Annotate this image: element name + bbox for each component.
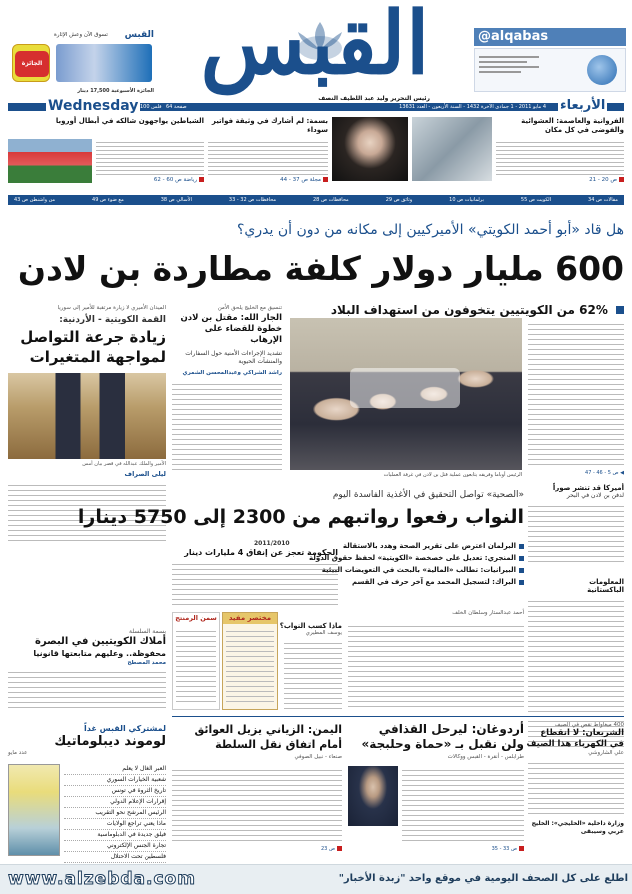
sub-headline-text: 62% من الكويتيين يتخوفون من استهداف البلاد — [330, 303, 608, 317]
mps-gain-byline: يوسف المطيري — [305, 630, 342, 636]
teasers-row — [8, 113, 624, 195]
square-bullet-icon — [519, 544, 524, 549]
erdogan-title1: أردوغان: ليرحل القذافي — [378, 722, 524, 736]
box-ghee-body — [176, 627, 216, 703]
bottom-story-yemen[interactable] — [172, 722, 342, 854]
t1-sub: لدفن بن لادن في البحر — [566, 492, 624, 499]
teaser-ref-text: مجلة ص 37 - 44 — [280, 177, 321, 183]
day-en: Wednesday — [48, 98, 139, 114]
sidebar-sub: تشديد الإجراءات الأمنية حول السفارات والمنشآت الحيوية — [185, 350, 282, 365]
photo-overlay — [350, 368, 460, 408]
bullet-icon — [619, 177, 624, 182]
nav-item[interactable]: محافظات ص 32 - 33 — [228, 197, 277, 203]
footer-banner[interactable] — [0, 864, 632, 894]
yemen-body — [172, 766, 342, 844]
second-sub-body — [172, 560, 338, 608]
newspaper-logo[interactable] — [170, 2, 460, 94]
teaser-body — [96, 139, 204, 175]
yemen-title2: أمام اتفاق نقل السلطة — [215, 738, 342, 751]
teaser-ref-text: رياضة ص 60 - 62 — [153, 177, 197, 183]
bullet-item — [321, 564, 524, 576]
bullet-list — [309, 540, 524, 610]
masthead — [0, 0, 632, 114]
electricity-body — [528, 759, 624, 817]
subscribe-kicker: لمشتركي القبس غداً — [84, 724, 166, 733]
ad-photo — [56, 44, 152, 82]
subscribe-item: ماذا يعني تراجع الولايات — [64, 819, 166, 830]
left-title1: القمة الكويتية - الأردنية: — [59, 315, 166, 325]
bullet-text: البرلمان اعترض على تقرير الصحة وهدد بالاستقالة — [342, 542, 516, 550]
social-box[interactable] — [470, 28, 628, 96]
teaser-ref — [496, 177, 624, 183]
subscribe-items — [64, 764, 166, 860]
kicker: هل قاد «أبو أحمد الكويتي» الأميركيين إلى مكانه من دون أن يدري؟ — [237, 222, 624, 238]
nav-item[interactable]: مقالات ص 34 — [588, 197, 618, 203]
yemen-ref-text: ص 23 — [320, 846, 335, 852]
box-brief-body — [226, 627, 274, 703]
yemen-title1: اليمن: الزياني يزيل العوائق — [194, 723, 342, 736]
magazine-cover — [8, 764, 60, 856]
footer-slogan: اطلع على كل الصحف اليومية في موقع واحد "زبدة الأخبار" — [338, 873, 628, 884]
sub-headline[interactable] — [290, 299, 624, 315]
teaser-body — [496, 139, 624, 175]
right-column-t1[interactable] — [528, 484, 624, 562]
sidebar-kicker: تنسيق مع الخليج يلحق الأمن — [217, 305, 282, 311]
electricity-title2: في الكهرباء هذا الصيف — [526, 739, 624, 749]
sidebar-byline: راشد الشراكي وعبدالمحسن الشمري — [182, 370, 282, 376]
electricity-kicker: 400 ميغاواط نقص في الصيف — [554, 722, 624, 728]
square-bullet-icon — [616, 306, 624, 314]
gcc-item: وزارة داخلية «الخليجي»: الخليج عربي وسيبقى — [531, 820, 624, 835]
teaser-body — [208, 139, 328, 175]
subscribe-item: فيلق جديدة في الدبلوماسية — [64, 830, 166, 841]
nav-item[interactable]: برلمانيات ص 10 — [449, 197, 484, 203]
price: 100 فلس — [140, 104, 162, 110]
electricity-title1: الشريعان: لا انقطاع — [540, 728, 624, 738]
erdogan-body — [402, 766, 524, 844]
teaser-title: الشياطين يواجهون شالكه في أبطال أوروبا — [55, 117, 204, 125]
day-ar: الأربعاء — [560, 98, 606, 113]
ad-prize: الجائزة الأسبوعية 17,500 دينار — [77, 88, 154, 94]
ad-prize-box — [12, 44, 50, 82]
ad-brand: القبس — [124, 30, 154, 40]
sidebar-title: الجار الله: مقتل بن لادن خطوة للقضاء على الإرهاب — [180, 313, 282, 345]
left-photo-leaders — [8, 373, 166, 459]
teaser-basma[interactable] — [208, 117, 408, 187]
nav-item[interactable]: وثائق ص 29 — [385, 197, 413, 203]
left-byline: ليلى الصراف — [124, 470, 166, 478]
bottom-story-erdogan[interactable] — [348, 722, 524, 854]
twitter-handle[interactable]: @alqabas — [474, 28, 626, 46]
nav-item[interactable]: الأسالي ص 38 — [160, 197, 192, 203]
nav-item[interactable]: مع ضوء ص 49 — [92, 197, 124, 203]
logo-text: القبس — [200, 0, 430, 94]
mps-main-body — [348, 622, 524, 710]
lower-body — [8, 668, 166, 708]
ad-box-label: الجائزة — [15, 51, 49, 77]
box-brief[interactable] — [222, 612, 278, 710]
yemen-byline: صنعاء - نبيل الصوفي — [294, 754, 342, 760]
ad-tagline: تسوق الآن وعش الإثارة — [54, 32, 108, 38]
teaser-photo-portrait — [332, 117, 408, 181]
bullet-item — [344, 576, 524, 588]
nav-item[interactable]: الكويت ص 55 — [520, 197, 552, 203]
teaser-title: بسمة: لم أشارك في وثيقة فواتير سوداء — [211, 117, 328, 134]
second-section-label: 2011/2010 — [254, 540, 290, 547]
teaser-sports[interactable] — [8, 117, 204, 187]
subscribe-edition: عدد مايو — [8, 750, 28, 756]
teaser-photo-football — [8, 139, 92, 183]
nav-item[interactable]: محافظات ص 28 — [312, 197, 349, 203]
electricity-byline: علي الشاروشي — [588, 750, 624, 756]
erdogan-ref — [348, 846, 524, 852]
bullet-text: البيرانيات: تطالب «المالية» بالبحث في التعويضات البيئية — [321, 566, 516, 574]
lower-title2: محفوظة.. وعليهم متابعتها قانونيا — [33, 649, 166, 658]
square-bullet-icon — [519, 580, 524, 585]
left-title2: زيادة جرعة التواصل — [20, 328, 166, 346]
bullet-icon — [323, 177, 328, 182]
section-divider — [172, 716, 624, 717]
yemen-ref — [172, 846, 342, 852]
date-line: 4 مايو 2011 - 1 جمادى الآخرة 1432 - السنة الأربعون - العدد 13631 — [399, 104, 546, 110]
teaser-ref — [208, 177, 328, 183]
globe-icon — [587, 55, 617, 85]
teaser-governorates[interactable] — [412, 117, 624, 187]
lower-byline: محمد المصطح — [127, 660, 166, 666]
left-story[interactable] — [8, 305, 166, 625]
contact-info-block — [474, 48, 626, 92]
erdogan-ref-text: ص 33 - 35 — [491, 846, 517, 852]
footer-url[interactable]: www.alzebda.com — [8, 869, 196, 889]
right-column-text — [528, 320, 624, 466]
t1-body — [528, 502, 624, 562]
bullet-text: البراك: لتسجيل المحمد مع آخر حرف في القسم — [352, 578, 516, 586]
lower-title1: أملاك الكويتيين في البصرة — [35, 636, 166, 647]
promo-ad[interactable] — [6, 30, 158, 100]
bullet-item — [309, 552, 524, 564]
box-brief-title: مختصر مفيد — [223, 613, 277, 624]
mps-gain-body — [284, 639, 342, 713]
mps-gain-story[interactable] — [279, 622, 342, 713]
teaser-title: الفروانية والعاصمة: العشوائية والفوضى في كل مكان — [521, 117, 624, 134]
mps-gain-title: ماذا كسب النواب؟ — [279, 622, 342, 630]
second-sub: الحكومة تعجز عن إنفاق 4 مليارات دينار — [184, 548, 338, 557]
bullet-icon — [519, 846, 524, 851]
subscribe-item: تجارة الجنس الإلكتروني — [64, 841, 166, 852]
left-caption: الأمير والملك عبدالله في قصر بيان أمس — [82, 461, 166, 467]
bottom-story-electricity[interactable] — [528, 722, 624, 854]
editor-line: رئيس التحرير وليد عبد اللطيف النصف — [318, 95, 430, 102]
subscribe-item: تاريخ الثروة في تونس — [64, 786, 166, 797]
box-ghee-title: سمن الرمنتج — [175, 614, 217, 622]
box-ghee[interactable] — [172, 612, 220, 710]
subscribe-item: الرئيس المرشح نحو التقريب — [64, 808, 166, 819]
subscribe-item: فلسطين تحت الاحتلال — [64, 852, 166, 863]
square-bullet-icon — [519, 568, 524, 573]
bullet-icon — [337, 846, 342, 851]
t2-title: المعلومات — [589, 578, 624, 586]
nav-item[interactable]: من واشنطن ص 43 — [14, 197, 56, 203]
bullet-item — [344, 540, 524, 552]
photo-caption: الرئيس أوباما وفريقه يتابعون عملية قتل بن لادن في غرفة العمليات — [383, 472, 522, 478]
teaser-photo-crowd — [412, 117, 492, 181]
second-headline[interactable]: النواب رفعوا رواتبهم من 2300 إلى 5750 دينارا — [77, 506, 524, 528]
pages-count: 64 صفحة — [166, 104, 187, 110]
erdogan-photo — [348, 766, 398, 826]
second-byline: أحمد عبدالستار وسلطان الخلف — [452, 610, 524, 616]
teaser-ref-text: ص 20 - 21 — [589, 177, 617, 183]
main-photo-situation-room[interactable] — [290, 318, 522, 470]
main-headline[interactable]: 600 مليار دولار كلفة مطاردة بن لادن — [17, 249, 624, 288]
bullet-text: المنجري: تعديل على خصخصة «الكويتية» لحفظ حقوق الدولة — [309, 554, 516, 562]
right-ref: ◀ ص 5 - 46 - 47 — [585, 470, 624, 476]
second-kicker: «الصحية» تواصل التحقيق في الأغذية الفاسدة اليوم — [332, 490, 524, 500]
t2-sub: الباكستانية — [587, 586, 624, 594]
left-lower-story[interactable] — [8, 628, 166, 718]
subscribe-title: لوموند ديبلوماتيك — [54, 734, 166, 749]
subscribe-item: إقرارات الإعلام الدولي — [64, 797, 166, 808]
left-kicker: الميدان الأميري لا زيارة مرتقبة للأمير إلى سوريا — [57, 305, 166, 311]
bullet-icon — [199, 177, 204, 182]
t1-title: أميركا قد تنشر صوراً — [552, 484, 624, 492]
left-title3: لمواجهة المتغيرات — [29, 348, 166, 366]
lower-kicker: بسمة السلسلة — [128, 628, 166, 635]
sidebar-body-text — [172, 380, 282, 472]
subscribe-item: شعبية الخيارات السوري — [64, 775, 166, 786]
erdogan-title2: ولن نقبل بـ «حماة وحلبجة» — [361, 737, 524, 751]
teaser-ref — [96, 177, 204, 183]
erdogan-byline: طرابلس - أنقرة - القبس ووكالات — [447, 754, 524, 760]
subscribe-item: العبر الغال لا يعلم — [64, 764, 166, 775]
square-bullet-icon — [519, 556, 524, 561]
subscribe-box[interactable] — [8, 724, 166, 860]
sections-nav — [8, 195, 624, 205]
